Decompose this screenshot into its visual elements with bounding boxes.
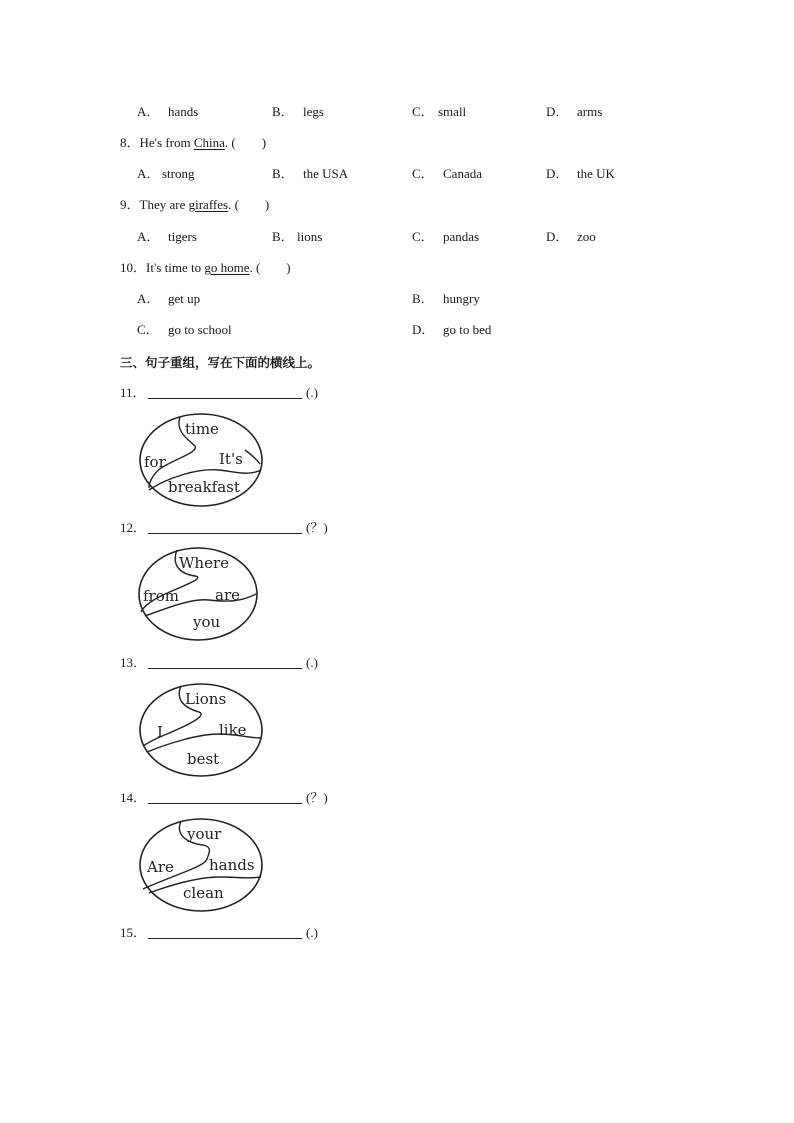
q9-number: 9． (120, 197, 140, 212)
q10-option-b-letter: B． (412, 291, 434, 306)
q8-underlined-word: China (193, 135, 225, 150)
q14-word-2: Are (147, 858, 174, 876)
q15-answer-line[interactable] (148, 938, 302, 939)
q9-underlined-word: giraffes (188, 197, 229, 212)
q8-number: 8． (120, 135, 140, 150)
q8-option-c-letter: C． (412, 166, 434, 181)
q15-number: 15． (120, 925, 147, 940)
q9-option-b: lions (297, 229, 323, 244)
q10-option-c: go to school (168, 322, 232, 337)
q13-word-2: I (157, 723, 163, 741)
q9-stem (120, 197, 269, 213)
q9-option-c-letter: C． (412, 229, 434, 244)
q8-option-b-letter: B． (272, 166, 294, 181)
q9-option-d: zoo (577, 229, 596, 244)
q8-answer-bracket: . ( ) (224, 135, 267, 150)
q11-word-oval (137, 410, 265, 510)
q12-word-4: you (193, 613, 221, 631)
q8-option-d-letter: D． (546, 166, 569, 181)
q10-number: 10． (120, 260, 147, 275)
q11-punctuation: (.) (306, 385, 318, 400)
q8-option-c: Canada (443, 166, 482, 181)
q11-word-3: It's (219, 450, 243, 468)
q12-number: 12． (120, 520, 147, 535)
q13-punctuation: (.) (306, 655, 318, 670)
q10-option-d: go to bed (443, 322, 492, 337)
q7-option-a-letter: A． (137, 104, 160, 119)
q10-text-before: It's time to (146, 260, 205, 275)
q11-word-1: time (185, 420, 219, 438)
q14-number: 14． (120, 790, 147, 805)
q13-word-3: like (219, 721, 247, 739)
q10-option-b: hungry (443, 291, 480, 306)
q12-punctuation: (？) (306, 520, 328, 535)
q13-answer-line[interactable] (148, 668, 302, 669)
q12-word-oval (137, 544, 261, 644)
q9-option-b-letter: B． (272, 229, 294, 244)
q14-word-1: your (187, 825, 222, 843)
section-3-heading: 三、句子重组，写在下面的横线上。 (120, 355, 321, 370)
q14-punctuation: (？) (306, 790, 328, 805)
q10-option-d-letter: D． (412, 322, 435, 337)
q13-number: 13． (120, 655, 147, 670)
q9-option-c: pandas (443, 229, 480, 244)
q7-option-b-letter: B． (272, 104, 294, 119)
q9-option-d-letter: D． (546, 229, 569, 244)
q12-word-2: from (143, 587, 179, 605)
q13-word-4: best (187, 750, 220, 768)
q8-text-before: He's from (139, 135, 194, 150)
q10-option-a-letter: A． (137, 291, 160, 306)
q7-option-c: small (438, 104, 467, 119)
q7-option-d: arms (577, 104, 603, 119)
q8-stem (120, 135, 266, 151)
q12-answer-line[interactable] (148, 533, 302, 534)
q8-option-a: strong (162, 166, 195, 181)
q10-option-c-letter: C． (137, 322, 159, 337)
q13-word-1: Lions (185, 690, 227, 708)
q10-stem (120, 260, 291, 276)
q9-option-a-letter: A． (137, 229, 160, 244)
q14-answer-line[interactable] (148, 803, 302, 804)
q15-punctuation: (.) (306, 925, 318, 940)
q7-option-c-letter: C． (412, 104, 434, 119)
q11-answer-line[interactable] (148, 398, 302, 399)
q11-number: 11． (120, 385, 146, 400)
q14-word-4: clean (183, 884, 224, 902)
q9-answer-bracket: . ( ) (228, 197, 270, 212)
q14-word-3: hands (209, 856, 255, 874)
q10-option-a: get up (168, 291, 201, 306)
q10-answer-bracket: . ( ) (249, 260, 291, 275)
q10-underlined-word: go home (204, 260, 250, 275)
q8-option-a-letter: A． (137, 166, 160, 181)
q11-word-4: breakfast (168, 478, 240, 496)
q14-word-oval (137, 815, 265, 915)
q11-word-2: for (144, 453, 166, 471)
q12-word-1: Where (179, 554, 230, 572)
q8-option-b: the USA (303, 166, 349, 181)
q7-option-a: hands (168, 104, 199, 119)
q7-option-b: legs (303, 104, 324, 119)
q8-option-d: the UK (577, 166, 615, 181)
q9-text-before: They are (139, 197, 189, 212)
q12-word-3: are (215, 586, 240, 604)
q9-option-a: tigers (168, 229, 197, 244)
q7-option-d-letter: D． (546, 104, 569, 119)
q13-word-oval (137, 680, 265, 780)
